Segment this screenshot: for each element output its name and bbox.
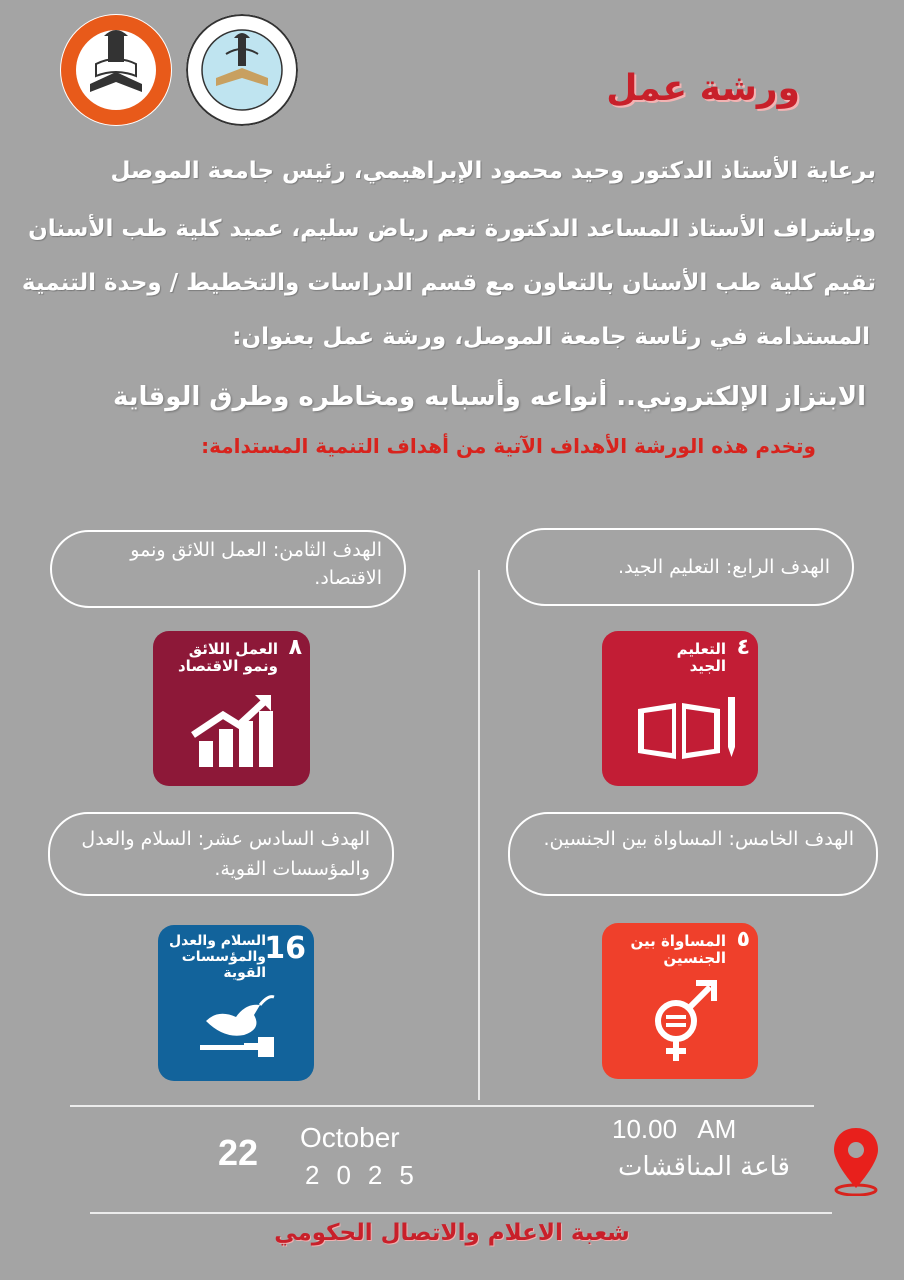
- dentistry-logo: [186, 14, 298, 126]
- location-pin-icon: [830, 1124, 882, 1200]
- goal-8-tile: [153, 631, 310, 786]
- goal-4-tile-text: التعليم الجيد: [676, 640, 726, 675]
- vertical-divider: [478, 570, 480, 1100]
- goal-16-label: الهدف السادس عشر: السلام والعدل والمؤسسات القوية.: [48, 812, 394, 896]
- event-day: 22: [218, 1132, 259, 1173]
- goal-5-number: ٥: [736, 927, 750, 952]
- goal-5-label: الهدف الخامس: المساواة بين الجنسين.: [508, 812, 878, 896]
- event-year: 2025: [305, 1160, 431, 1190]
- horizontal-divider-bottom: [90, 1212, 832, 1214]
- event-venue: قاعة المناقشات: [617, 1152, 790, 1182]
- intro-line-4: المستدامة في رئاسة جامعة الموصل، ورشة عمل بعنوان:: [232, 324, 870, 350]
- goal-8-tile-text: العمل اللائق ونمو الاقتصاد: [177, 640, 278, 675]
- footer-text: شعبة الاعلام والاتصال الحكومي: [274, 1220, 630, 1246]
- goal-16-tile-text: السلام والعدل والمؤسسات القوية: [169, 933, 266, 981]
- page-title: ورشة عمل: [606, 68, 800, 109]
- goal-5-tile: [602, 923, 758, 1079]
- goal-8-number: ٨: [288, 635, 302, 660]
- event-time: 10.00 AM: [612, 1114, 737, 1144]
- university-logo: [60, 14, 172, 126]
- horizontal-divider-top: [70, 1105, 814, 1107]
- intro-line-2: وبإشراف الأستاذ المساعد الدكتورة نعم رياض سليم، عميد كلية طب الأسنان: [28, 216, 876, 242]
- goal-8-label: الهدف الثامن: العمل اللائق ونمو الاقتصاد.: [50, 530, 406, 608]
- goal-16-number: 16: [264, 931, 306, 966]
- goal-4-label: الهدف الرابع: التعليم الجيد.: [506, 528, 854, 606]
- event-month: October: [300, 1122, 400, 1153]
- goals-intro: وتخدم هذه الورشة الأهداف الآتية من أهداف التنمية المستدامة:: [201, 434, 816, 458]
- intro-line-3: تقيم كلية طب الأسنان بالتعاون مع قسم الدراسات والتخطيط / وحدة التنمية: [21, 270, 876, 296]
- goal-16-tile: [158, 925, 314, 1081]
- goal-4-tile: [602, 631, 758, 786]
- goal-4-number: ٤: [736, 635, 750, 660]
- intro-line-1: برعاية الأستاذ الدكتور وحيد محمود الإبراهيمي، رئيس جامعة الموصل: [110, 158, 876, 184]
- workshop-title: الابتزاز الإلكتروني.. أنواعه وأسبابه ومخاطره وطرق الوقاية: [112, 382, 866, 412]
- goal-5-tile-text: المساواة بين الجنسين: [630, 932, 726, 967]
